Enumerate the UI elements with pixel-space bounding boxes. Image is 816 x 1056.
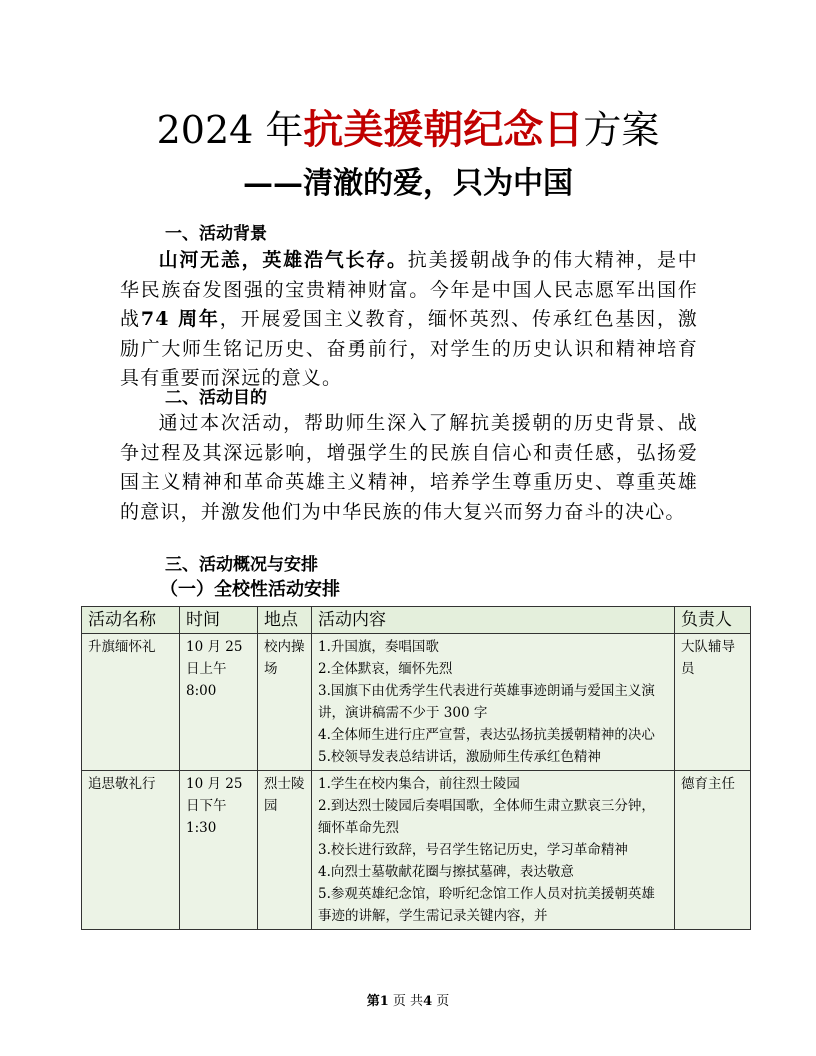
content-item: 3.校长进行致辞，号召学生铭记历史，学习革命精神 <box>318 842 628 858</box>
footer-page-number: 1 <box>379 994 389 1009</box>
section3-subheading: （一）全校性活动安排 <box>160 579 340 600</box>
activity-table <box>81 606 751 930</box>
content-item: 4.全体师生进行庄严宣誓，表达弘扬抗美援朝精神的决心 <box>318 727 655 743</box>
place-cell: 烈士陵园 <box>258 771 312 930</box>
owner-cell: 德育主任 <box>675 771 751 930</box>
content-item: 5.参观英雄纪念馆，聆听纪念馆工作人员对抗美援朝英雄事迹的讲解，学生需记录关键内容，并 <box>318 886 655 924</box>
section2-body: 通过本次活动，帮助师生深入了解抗美援朝的历史背景、战争过程及其深远影响，增强学生的民族自信心和责任感，弘扬爱国主义精神和革命英雄主义精神，培养学生尊重历史、尊重英雄的意识，并激发他们为中华民族的伟大复兴而努力奋斗的决心。 <box>120 412 698 523</box>
footer-total-pages: 4 <box>423 994 433 1009</box>
activity-name-cell: 升旗缅怀礼 <box>82 634 180 771</box>
title-prefix: 2024 年 <box>156 108 304 152</box>
title-suffix: 方案 <box>583 108 660 152</box>
header-cell: 负责人 <box>675 607 751 634</box>
content-cell <box>312 634 675 771</box>
document-subtitle: ——清澈的爱，只为中国 <box>243 166 573 201</box>
table-header-row <box>82 607 751 634</box>
section1-heading: 一、活动背景 <box>165 224 267 244</box>
footer-post: 页 <box>432 994 450 1009</box>
section1-paragraph <box>120 246 698 394</box>
content-item: 4.向烈士墓敬献花圈与擦拭墓碑，表达敬意 <box>318 864 574 880</box>
table-row <box>82 634 751 771</box>
table-row <box>82 771 751 930</box>
document-title <box>0 104 816 156</box>
header-cell: 时间 <box>180 607 258 634</box>
title-highlight: 抗美援朝纪念日 <box>303 106 584 153</box>
time-cell: 10 月 25 日上午 8:00 <box>180 634 258 771</box>
section2-heading: 二、活动目的 <box>165 388 267 408</box>
footer-pre: 第 <box>366 994 380 1009</box>
section1-lead: 山河无恙，英雄浩气长存。 <box>158 249 408 271</box>
header-cell: 活动内容 <box>312 607 675 634</box>
section1-body2: ，开展爱国主义教育，缅怀英烈、传承红色基因，激励广大师生铭记历史、奋勇前行，对学生的历史认识和精神培育具有重要而深远的意义。 <box>120 308 698 389</box>
footer-mid: 页 共 <box>388 994 424 1009</box>
section3-heading: 三、活动概况与安排 <box>165 555 318 575</box>
content-item: 2.到达烈士陵园后奏唱国歌，全体师生肃立默哀三分钟，缅怀革命先烈 <box>318 798 655 836</box>
section1-body: 抗美援朝战争的伟大精神，是中华民族奋发图强的宝贵精神财富。今年是中国人民志愿军出国作战 <box>120 249 698 330</box>
content-cell <box>312 771 675 930</box>
owner-cell: 大队辅导员 <box>675 634 751 771</box>
header-cell: 地点 <box>258 607 312 634</box>
time-cell: 10 月 25 日下午 1:30 <box>180 771 258 930</box>
header-cell: 活动名称 <box>82 607 180 634</box>
content-item: 1.升国旗，奏唱国歌 <box>318 639 439 655</box>
place-cell: 校内操场 <box>258 634 312 771</box>
content-item: 5.校领导发表总结讲话，激励师生传承红色精神 <box>318 749 601 765</box>
content-item: 1.学生在校内集合，前往烈士陵园 <box>318 776 520 792</box>
content-item: 3.国旗下由优秀学生代表进行英雄事迹朗诵与爱国主义演讲，演讲稿需不少于 300 字 <box>318 683 655 721</box>
section2-paragraph <box>120 409 698 527</box>
page-footer <box>0 990 816 1009</box>
activity-name-cell: 追思敬礼行 <box>82 771 180 930</box>
section1-highlight: 74 周年 <box>140 308 220 330</box>
content-item: 2.全体默哀，缅怀先烈 <box>318 661 453 677</box>
